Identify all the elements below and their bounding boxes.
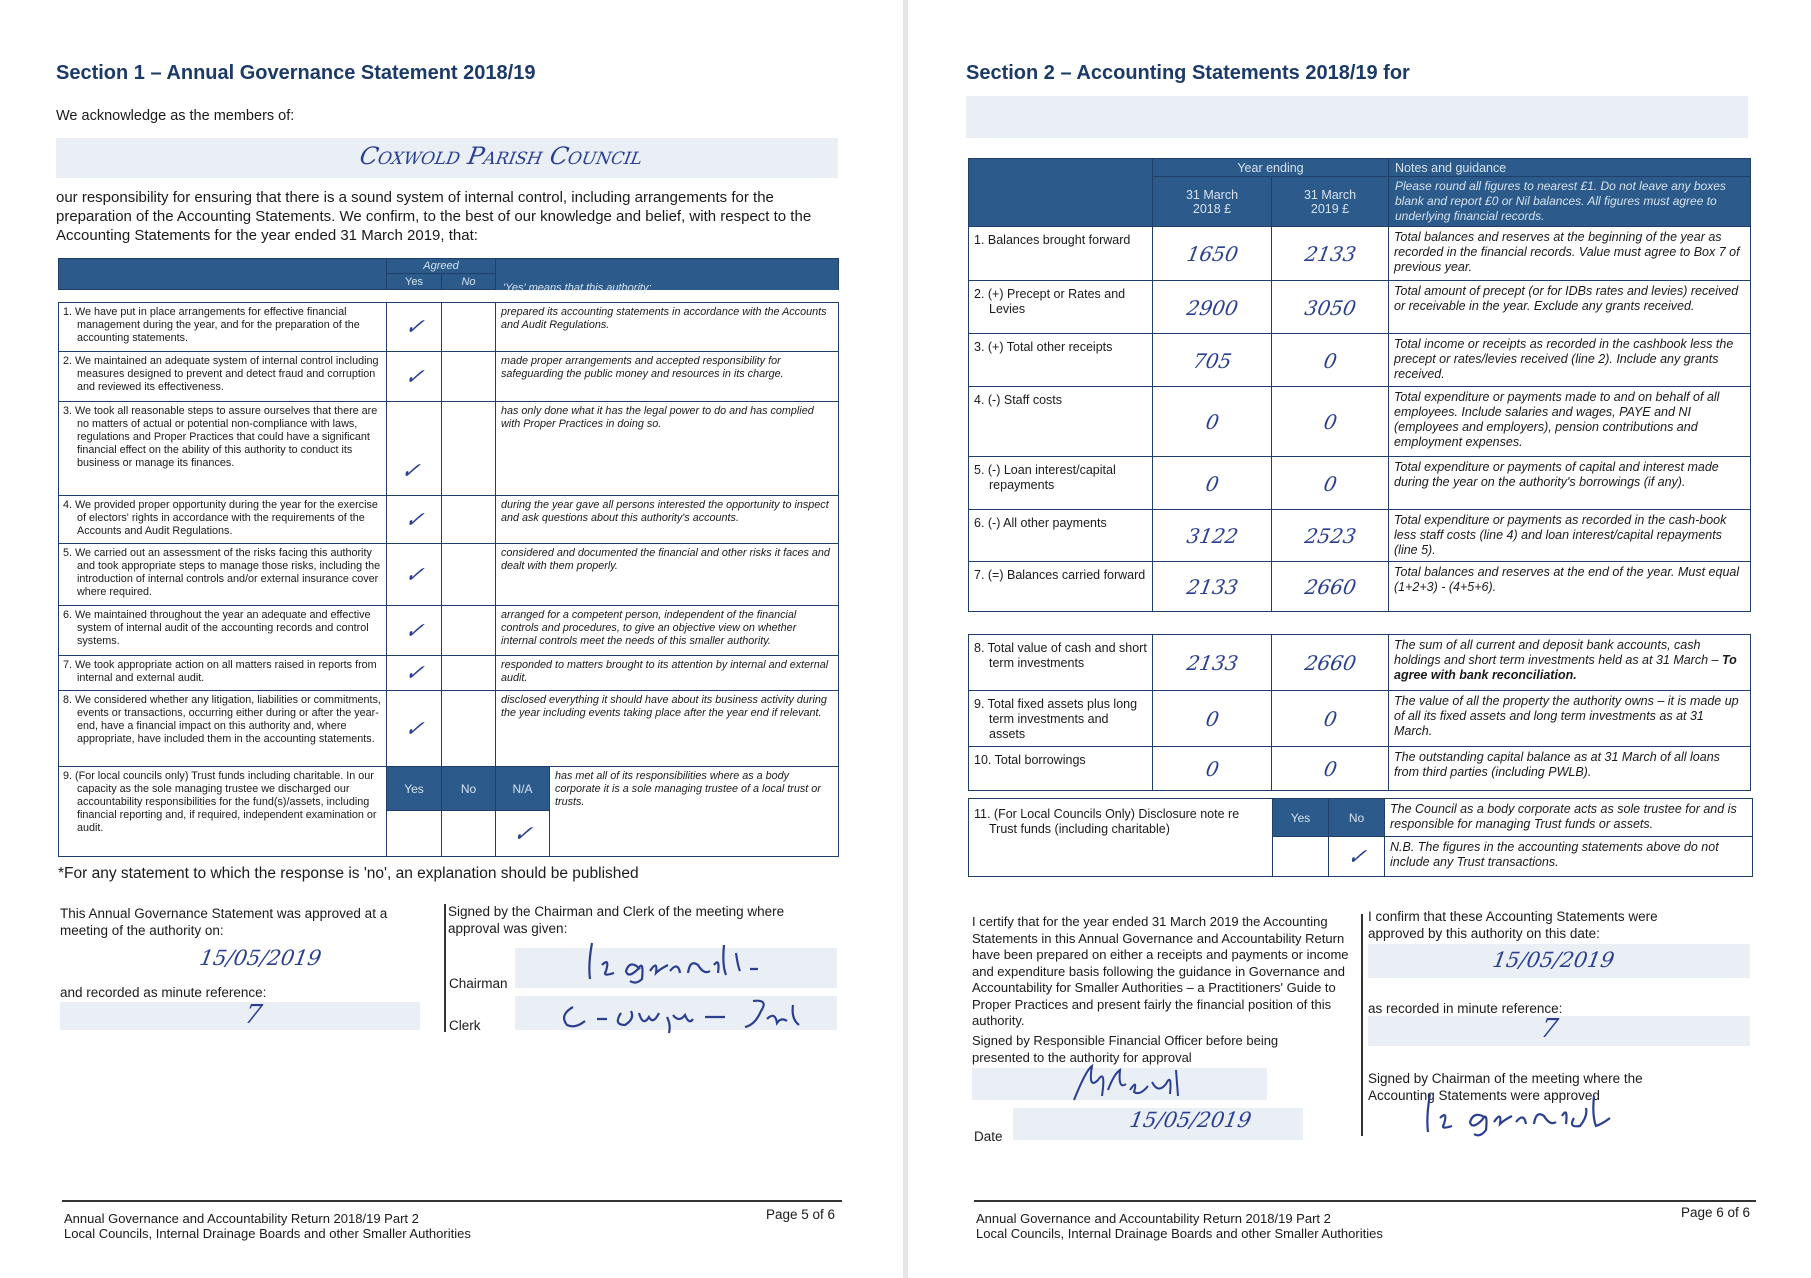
statement-2: 2. We maintained an adequate system of internal control including measures designed to prevent and detect fraud and corruption and reviewed its effectiveness.	[59, 352, 387, 402]
table-row	[969, 457, 1751, 510]
value-2018: 0	[1149, 747, 1276, 791]
no-cell	[442, 352, 496, 402]
statement-3: 3. We took all reasonable steps to assure ourselves that there are no matters of actual or potential non-compliance with laws, regulations and Proper Practices that could have a significant financial effect on the ability of this authority to conduct its business or manage its finances.	[59, 402, 387, 496]
tick-mark: ✓	[382, 352, 446, 402]
no-cell	[442, 303, 496, 352]
no-cell	[442, 402, 496, 496]
value-2018: 0	[1146, 387, 1277, 457]
value-2019: 0	[1267, 457, 1393, 510]
signed-chair-text: Signed by Chairman of the meeting where the Accounting Statements were approved	[1368, 1071, 1643, 1103]
footer-rule	[974, 1200, 1756, 1202]
row9-no-header: No	[442, 767, 496, 811]
no-cell	[442, 544, 496, 606]
col-2018-header: 31 March 2018 £	[1153, 177, 1272, 227]
rfo-signature	[1068, 1060, 1208, 1108]
row-label-5: 5. (-) Loan interest/capital repayments	[969, 457, 1153, 510]
table-row	[969, 510, 1751, 562]
section-2-title: Section 2 – Accounting Statements 2018/19 for	[966, 62, 1410, 84]
row-label-3: 3. (+) Total other receipts	[969, 334, 1153, 387]
row-label-9: 9. Total fixed assets plus long term investments and assets	[969, 691, 1153, 747]
approved-text: This Annual Governance Statement was approved at a meeting of the authority on:	[60, 906, 388, 938]
table-row	[969, 227, 1751, 281]
no-cell	[442, 691, 496, 767]
header-blank	[59, 259, 387, 290]
row11-yes-cell	[1273, 837, 1329, 877]
value-2019: 2660	[1267, 562, 1393, 612]
row-note-10: The outstanding capital balance as at 31 March of all loans from third parties (including PWLB).	[1389, 747, 1751, 791]
table-row	[59, 606, 839, 656]
value-2018: 1650	[1148, 227, 1277, 281]
date-label: Date	[974, 1129, 1003, 1144]
minute-ref: 7	[242, 1000, 265, 1030]
statement-8: 8. We considered whether any litigation, liabilities or commitments, events or transactions, occurring either during or after the year-end, have a financial impact on this authority and, where appropriate, have included them in the accounting statements.	[59, 691, 387, 767]
accounts-table	[968, 158, 1751, 612]
row-note-8-text: The sum of all current and deposit bank accounts, cash holdings and short term investments held as at 31 March –	[1394, 638, 1719, 667]
note-4: during the year gave all persons interested the opportunity to inspect and ask questions about this authority's accounts.	[496, 496, 839, 544]
statement-6: 6. We maintained throughout the year an adequate and effective system of internal audit of the accounting records and control systems.	[59, 606, 387, 656]
page-number: Page 5 of 6	[766, 1207, 836, 1222]
page-number: Page 6 of 6	[1681, 1205, 1751, 1220]
signed-rfo-text: Signed by Responsible Financial Officer before being presented to the authority for approval	[972, 1033, 1279, 1065]
assets-table	[968, 634, 1751, 791]
table-row	[59, 402, 839, 496]
row-note-2: Total amount of precept (or for IDBs rates and levies) received or receivable in the year. Exclude any grants received.	[1389, 281, 1751, 334]
row-label-1: 1. Balances brought forward	[969, 227, 1153, 281]
value-2018: 705	[1148, 334, 1276, 387]
col-2019-header: 31 March 2019 £	[1272, 177, 1389, 227]
table-row	[59, 352, 839, 402]
agreed-header: Agreed	[387, 259, 496, 274]
row9-na-header: N/A	[496, 767, 550, 811]
row-note-6: Total expenditure or payments as recorded in the cash-book less staff costs (line 4) and loan interest/capital repayments (line 5).	[1389, 510, 1751, 562]
footer-rule	[62, 1200, 842, 1202]
value-2018: 2900	[1148, 281, 1276, 334]
tick-mark: ✓	[382, 303, 446, 352]
row11-no-header: No	[1329, 799, 1385, 837]
row11-note-2: N.B. The figures in the accounting statements above do not include any Trust transactions.	[1385, 837, 1753, 877]
value-2019: 2523	[1267, 510, 1393, 562]
value-2019: 0	[1267, 691, 1394, 747]
table-row	[59, 496, 839, 544]
governance-rows	[58, 302, 839, 767]
row-note-4: Total expenditure or payments made to and on behalf of all employees. Include salaries and wages, PAYE and NI (employees and employers), pension contributions and employment expenses.	[1389, 387, 1751, 457]
row-label-8: 8. Total value of cash and short term investments	[969, 635, 1153, 691]
note-9: has met all of its responsibilities where as a body corporate it is a sole managing trustee of a local trust or trusts.	[550, 767, 839, 857]
no-cell	[442, 656, 496, 691]
no-cell	[442, 496, 496, 544]
trust-fund-row	[58, 766, 839, 857]
tick-mark: ✓	[382, 496, 445, 544]
row-label-4: 4. (-) Staff costs	[969, 387, 1153, 457]
value-2018: 0	[1148, 457, 1276, 510]
footer-line-1: Annual Governance and Accountability Return 2018/19 Part 2	[976, 1211, 1331, 1226]
tick-mark: ✓	[380, 691, 448, 767]
value-2019: 3050	[1267, 281, 1393, 334]
value-2019: 0	[1265, 387, 1394, 457]
value-2018: 2133	[1148, 562, 1276, 612]
value-2018: 0	[1148, 691, 1277, 747]
responsibility-text: our responsibility for ensuring that there is a sound system of internal control, including arrangements for the preparation of the Accounting Statements. We confirm, to the best of our knowledge and belief, with respect to the Accounting Statements for the year ended 31 March 2019, that:	[56, 189, 812, 244]
chairman-label: Chairman	[449, 976, 508, 991]
row11-note-1: The Council as a body corporate acts as sole trustee for and is responsible for managing Trust funds or assets.	[1385, 799, 1753, 837]
table-row	[59, 303, 839, 352]
chair-signature	[1418, 1088, 1658, 1138]
vertical-divider	[1361, 914, 1363, 1136]
page-5	[0, 0, 905, 1278]
tick-mark: ✓	[491, 811, 553, 857]
authority-name: Coxwold Parish Council	[357, 142, 646, 170]
year-ending-header: Year ending	[1153, 159, 1389, 177]
row-note-5: Total expenditure or payments of capital and interest made during the year on the authority's borrowings (if any).	[1389, 457, 1751, 510]
row-note-8	[1389, 635, 1751, 691]
row-note-9: The value of all the property the authority owns – it is made up of all its fixed assets and long term investments as at 31 March.	[1389, 691, 1751, 747]
row-label-11: 11. (For Local Councils Only) Disclosure note re Trust funds (including charitable)	[969, 799, 1273, 877]
note-8: disclosed everything it should have about its business activity during the year including events taking place after the year end if relevant.	[496, 691, 839, 767]
yes-header: Yes	[387, 274, 442, 290]
authority-name-box	[966, 96, 1748, 138]
clerk-signature	[555, 995, 815, 1037]
section-1-title: Section 1 – Annual Governance Statement 2018/19	[56, 62, 536, 84]
minute-ref: 7	[1538, 1014, 1561, 1044]
notes-intro: Please round all figures to nearest £1. Do not leave any boxes blank and report £0 or Nil balances. All figures must agree to underlying financial records.	[1389, 177, 1751, 227]
vertical-divider	[444, 904, 446, 1032]
row9-yes-header: Yes	[387, 767, 442, 811]
clerk-label: Clerk	[449, 1018, 481, 1033]
footer-line-2: Local Councils, Internal Drainage Boards and other Smaller Authorities	[64, 1226, 471, 1241]
table-row	[969, 747, 1751, 791]
note-1: prepared its accounting statements in accordance with the Accounts and Audit Regulations.	[496, 303, 839, 352]
tick-mark: ✓	[378, 402, 450, 496]
value-2019: 0	[1268, 747, 1393, 791]
minute-ref-box	[60, 1002, 420, 1030]
header-blank	[969, 159, 1153, 227]
yes-means-header: 'Yes' means that this authority:	[503, 282, 652, 294]
note-7: responded to matters brought to its attention by internal and external audit.	[496, 656, 839, 691]
tick-mark: ✓	[1325, 837, 1388, 877]
row-note-3: Total income or receipts as recorded in the cashbook less the precept or rates/levies received (line 2). Include any grants received.	[1389, 334, 1751, 387]
footer-line-2: Local Councils, Internal Drainage Boards and other Smaller Authorities	[976, 1226, 1383, 1241]
confirm-text: I confirm that these Accounting Statements were approved by this authority on this date:	[1368, 909, 1658, 941]
row-note-8-bold: To agree with bank reconciliation.	[1394, 653, 1737, 682]
value-2019: 2660	[1267, 635, 1394, 691]
tick-mark: ✓	[383, 656, 444, 691]
table-row	[969, 562, 1751, 612]
row-label-7: 7. (=) Balances carried forward	[969, 562, 1153, 612]
certify-text: I certify that for the year ended 31 March 2019 the Accounting Statements in this Annual Governance and Accountability Return have been prepared on either a receipts and payments or income and expenditure basis following the guidance in Governance and Accountability for Smaller Authorities – a Practitioners' Guide to Proper Practices and present fairly the financial position of this authority.	[972, 914, 1349, 1028]
table-row	[969, 281, 1751, 334]
approved-date: 15/05/2019	[197, 946, 324, 970]
table-row	[969, 334, 1751, 387]
minute-label: and recorded as minute reference:	[60, 985, 267, 1000]
row-label-2: 2. (+) Precept or Rates and Levies	[969, 281, 1153, 334]
statement-9: 9. (For local councils only) Trust funds including charitable. In our capacity as the sole managing trustee we discharged our accountability responsibilities for the fund(s)/assets, including financial reporting and, if required, independent examination or audit.	[59, 767, 387, 857]
minute-label: as recorded in minute reference:	[1368, 1001, 1563, 1016]
statement-4: 4. We provided proper opportunity during the year for the exercise of electors' rights in accordance with the requirements of the Accounts and Audit Regulations.	[59, 496, 387, 544]
row11-yes-header: Yes	[1273, 799, 1329, 837]
rfo-date: 15/05/2019	[1127, 1108, 1254, 1132]
confirm-date: 15/05/2019	[1490, 948, 1617, 972]
chairman-signature	[580, 935, 800, 985]
footer-line-1: Annual Governance and Accountability Return 2018/19 Part 2	[64, 1211, 419, 1226]
row-note-1: Total balances and reserves at the beginning of the year as recorded in the financial records. Value must agree to Box 7 of previous year.	[1389, 227, 1751, 281]
tick-mark: ✓	[382, 606, 446, 656]
table-row	[59, 691, 839, 767]
note-2: made proper arrangements and accepted responsibility for safeguarding the public money and resources in its charge.	[496, 352, 839, 402]
table-row	[969, 387, 1751, 457]
governance-table	[58, 258, 839, 290]
table-row	[59, 544, 839, 606]
trust-disclosure-table	[968, 798, 1753, 877]
row9-yes-cell	[387, 811, 442, 857]
value-2018: 2133	[1148, 635, 1277, 691]
statement-5: 5. We carried out an assessment of the risks facing this authority and took appropriate steps to manage those risks, including the introduction of internal controls and/or external insurance cover where required.	[59, 544, 387, 606]
signed-text: Signed by the Chairman and Clerk of the meeting where approval was given:	[448, 904, 785, 936]
row9-no-cell	[442, 811, 496, 857]
row-label-10: 10. Total borrowings	[969, 747, 1153, 791]
table-row	[969, 691, 1751, 747]
value-2019: 2133	[1267, 227, 1394, 281]
note-5: considered and documented the financial and other risks it faces and dealt with them properly.	[496, 544, 839, 606]
explanation-note: *For any statement to which the response is 'no', an explanation should be published	[58, 865, 639, 882]
no-header: No	[442, 274, 496, 290]
value-2018: 3122	[1148, 510, 1276, 562]
statement-1: 1. We have put in place arrangements for effective financial management during the year, and for the preparation of the accounting statements.	[59, 303, 387, 352]
value-2019: 0	[1267, 334, 1393, 387]
table-row	[969, 635, 1751, 691]
note-6: arranged for a competent person, independent of the financial controls and procedures, to give an objective view on whether internal controls meet the needs of this smaller authority.	[496, 606, 839, 656]
row-label-6: 6. (-) All other payments	[969, 510, 1153, 562]
page-6	[908, 0, 1811, 1278]
no-cell	[442, 606, 496, 656]
table-row	[59, 656, 839, 691]
statement-7: 7. We took appropriate action on all matters raised in reports from internal and external audit.	[59, 656, 387, 691]
row-note-7: Total balances and reserves at the end of the year. Must equal (1+2+3) - (4+5+6).	[1389, 562, 1751, 612]
intro-text: We acknowledge as the members of:	[56, 108, 295, 124]
note-3: has only done what it has the legal power to do and has complied with Proper Practices in doing so.	[496, 402, 839, 496]
notes-header: Notes and guidance	[1389, 159, 1751, 177]
tick-mark: ✓	[381, 544, 447, 606]
